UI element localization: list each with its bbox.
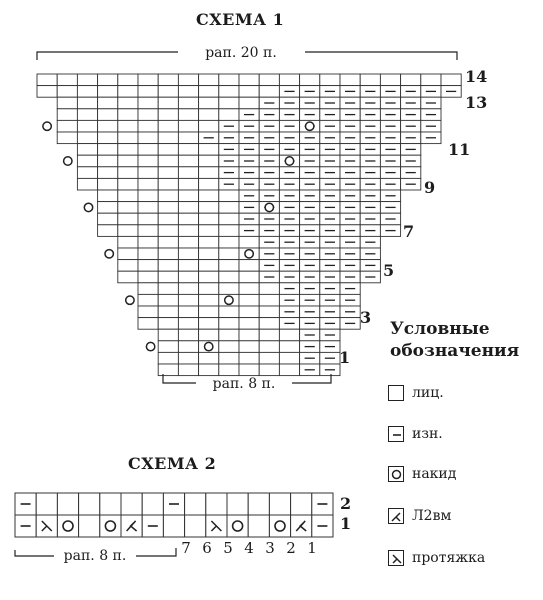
scheme1-cell [98, 190, 118, 202]
scheme1-cell [219, 74, 239, 86]
scheme1-cell [178, 155, 198, 167]
scheme1-cell [158, 167, 178, 179]
scheme1-cell [259, 294, 279, 306]
scheme1-cell [118, 271, 138, 283]
scheme1-cell [219, 202, 239, 214]
scheme1-cell [219, 86, 239, 98]
scheme1-cell [138, 236, 158, 248]
scheme1-cell [199, 74, 219, 86]
scheme1-cell [219, 97, 239, 109]
scheme1-cell [380, 74, 400, 86]
scheme1-cell [199, 178, 219, 190]
scheme1-cell [360, 74, 380, 86]
scheme1-cell [199, 97, 219, 109]
scheme1-cell [138, 248, 158, 260]
scheme2-cell [57, 493, 78, 515]
scheme1-cell [259, 329, 279, 341]
scheme1-cell [239, 97, 259, 109]
yarn-over-mark [265, 203, 273, 211]
scheme2-cell [185, 515, 206, 537]
yarn-over-mark [105, 250, 113, 258]
legend-title [390, 318, 519, 362]
scheme1-cell [77, 144, 97, 156]
yarn-over-mark [306, 122, 314, 130]
scheme1-cell [199, 213, 219, 225]
scheme1-cell [118, 225, 138, 237]
row-label-14: 14 [465, 67, 488, 86]
scheme1-cell [178, 213, 198, 225]
right-slant-icon [388, 550, 404, 566]
row-label-1: 1 [339, 348, 351, 367]
scheme1-cell [199, 352, 219, 364]
scheme1-cell [279, 74, 299, 86]
scheme1-cell [178, 225, 198, 237]
scheme1-cell [118, 120, 138, 132]
scheme2-col-number: 1 [307, 539, 317, 557]
scheme1-cell [158, 97, 178, 109]
scheme1-cell [77, 132, 97, 144]
scheme1-cell [239, 260, 259, 272]
scheme1-cell [199, 86, 219, 98]
scheme1-cell [178, 260, 198, 272]
yarn-over-mark [146, 342, 154, 350]
scheme2-cell [100, 493, 121, 515]
scheme1-cell [77, 86, 97, 98]
scheme1-cell [138, 271, 158, 283]
yarn-over-mark [205, 342, 213, 350]
scheme1-cell [300, 74, 320, 86]
scheme1-cell [178, 306, 198, 318]
scheme2-cell [185, 493, 206, 515]
scheme1-cell [239, 352, 259, 364]
scheme1-cell [199, 225, 219, 237]
scheme1-cell [178, 144, 198, 156]
scheme1-cell [118, 74, 138, 86]
scheme2-cell [248, 493, 269, 515]
scheme1-cell [219, 225, 239, 237]
scheme1-cell [118, 190, 138, 202]
scheme1-cell [138, 190, 158, 202]
scheme1-cell [98, 155, 118, 167]
scheme1-cell [158, 132, 178, 144]
scheme1-cell [199, 144, 219, 156]
scheme1-cell [178, 202, 198, 214]
scheme1-cell [279, 341, 299, 353]
scheme1-cell [279, 364, 299, 376]
scheme1-repeat-bracket-left [37, 52, 178, 60]
scheme1-cell [158, 144, 178, 156]
legend-label-knit: лиц. [412, 385, 444, 401]
scheme1-cell [77, 74, 97, 86]
scheme1-cell [441, 74, 461, 86]
scheme1-cell [158, 178, 178, 190]
scheme1-cell [239, 294, 259, 306]
scheme1-cell [259, 352, 279, 364]
scheme1-cell [98, 86, 118, 98]
yarn-over-mark [285, 157, 293, 165]
scheme1-cell [219, 260, 239, 272]
scheme1-cell [138, 109, 158, 121]
scheme1-cell [199, 318, 219, 330]
scheme1-cell [158, 294, 178, 306]
scheme1-cell [178, 109, 198, 121]
scheme1-cell [158, 352, 178, 364]
scheme1-cell [98, 167, 118, 179]
scheme1-cell [259, 86, 279, 98]
scheme1-cell [77, 97, 97, 109]
scheme1-cell [219, 364, 239, 376]
scheme2-col-number: 2 [286, 539, 296, 557]
scheme1-cell [178, 86, 198, 98]
legend-label-ssk: протяжка [412, 550, 486, 566]
scheme1-cell [37, 74, 57, 86]
scheme1-cell [199, 109, 219, 121]
scheme1-cell [219, 190, 239, 202]
scheme2-repeat-label: рап. 8 п. [63, 548, 127, 564]
legend-label-yarnover: накид [412, 466, 457, 482]
scheme1-cell [279, 329, 299, 341]
scheme1-cell [77, 120, 97, 132]
scheme1-cell [259, 74, 279, 86]
scheme1-cell [259, 283, 279, 295]
scheme1-cell [219, 329, 239, 341]
scheme2-col-number: 5 [223, 539, 233, 557]
scheme1-cell [340, 74, 360, 86]
scheme1-repeat-top-label: рап. 20 п. [205, 45, 277, 61]
scheme1-cell [421, 74, 441, 86]
scheme1-cell [118, 155, 138, 167]
scheme1-cell [158, 329, 178, 341]
scheme2-repeat-bracket-left [15, 550, 54, 556]
scheme1-cell [178, 294, 198, 306]
scheme2-row-label-2: 2 [340, 494, 352, 513]
row-label-7: 7 [403, 222, 415, 241]
scheme1-cell [239, 86, 259, 98]
scheme1-cell [57, 97, 77, 109]
scheme2-col-number: 3 [265, 539, 275, 557]
scheme1-cell [118, 97, 138, 109]
scheme1-cell [199, 202, 219, 214]
scheme1-cell [178, 120, 198, 132]
blank-square-icon [388, 385, 404, 401]
scheme1-cell [118, 167, 138, 179]
scheme1-cell [98, 213, 118, 225]
yarn-over-mark [126, 296, 134, 304]
scheme1-cell [77, 167, 97, 179]
scheme1-cell [158, 283, 178, 295]
scheme1-cell [118, 109, 138, 121]
scheme1-cell [259, 364, 279, 376]
scheme2-cell [269, 493, 290, 515]
scheme1-cell [259, 306, 279, 318]
row-label-11: 11 [448, 140, 471, 159]
scheme2-cell [206, 493, 227, 515]
yarn-over-mark [63, 521, 73, 531]
scheme1-cell [178, 318, 198, 330]
scheme1-cell [199, 167, 219, 179]
scheme1-cell [158, 109, 178, 121]
scheme1-cell [158, 364, 178, 376]
scheme1-cell [138, 155, 158, 167]
scheme1-cell [239, 329, 259, 341]
scheme1-cell [158, 155, 178, 167]
row-label-5: 5 [383, 261, 395, 280]
scheme1-cell [178, 97, 198, 109]
scheme1-cell [239, 74, 259, 86]
scheme1-cell [118, 144, 138, 156]
scheme1-cell [178, 329, 198, 341]
scheme1-cell [98, 178, 118, 190]
scheme2-cell [227, 493, 248, 515]
circle-icon [388, 466, 404, 482]
legend-item-knit [388, 383, 444, 403]
scheme1-cell [37, 86, 57, 98]
legend-item-ssk [388, 548, 485, 568]
scheme1-cell [138, 202, 158, 214]
scheme1-cell [199, 283, 219, 295]
scheme1-cell [158, 120, 178, 132]
scheme1-cell [138, 120, 158, 132]
scheme1-cell [259, 318, 279, 330]
row-label-9: 9 [424, 178, 436, 197]
scheme1-cell [178, 271, 198, 283]
legend-item-purl [388, 424, 443, 444]
scheme1-cell [77, 155, 97, 167]
scheme1-cell [57, 132, 77, 144]
scheme1-cell [219, 236, 239, 248]
scheme1-cell [138, 74, 158, 86]
yarn-over-mark [233, 521, 243, 531]
scheme1-cell [178, 364, 198, 376]
scheme1-cell [118, 86, 138, 98]
left-slant-icon [388, 508, 404, 524]
scheme2-col-number: 4 [244, 539, 254, 557]
scheme1-repeat-bottom-label: рап. 8 п. [212, 376, 276, 392]
scheme1-cell [219, 318, 239, 330]
scheme1-cell [259, 341, 279, 353]
scheme1-cell [178, 167, 198, 179]
scheme1-cell [219, 283, 239, 295]
scheme1-cell [118, 260, 138, 272]
scheme1-cell [178, 236, 198, 248]
scheme1-cell [158, 318, 178, 330]
scheme1-repeat-bracket-right [305, 52, 457, 60]
scheme1-cell [178, 74, 198, 86]
scheme1-cell [178, 132, 198, 144]
row-label-3: 3 [360, 308, 372, 327]
scheme1-cell [98, 144, 118, 156]
scheme1-cell [138, 132, 158, 144]
scheme1-cell [158, 225, 178, 237]
scheme1-cell [57, 86, 77, 98]
scheme2-cell [79, 493, 100, 515]
scheme2-repeat-bracket-right [136, 548, 176, 556]
scheme1-cell [199, 306, 219, 318]
scheme1-cell [98, 202, 118, 214]
scheme1-cell [138, 225, 158, 237]
scheme1-cell [178, 190, 198, 202]
scheme1-cell [118, 213, 138, 225]
yarn-over-mark [43, 122, 51, 130]
legend-item-k2tog [388, 506, 451, 526]
scheme2-cell [142, 493, 163, 515]
yarn-over-mark [64, 157, 72, 165]
scheme1-cell [158, 86, 178, 98]
scheme2-col-number: 7 [181, 539, 191, 557]
scheme1-cell [138, 306, 158, 318]
scheme1-cell [77, 109, 97, 121]
scheme1-cell [199, 260, 219, 272]
yarn-over-mark [275, 521, 285, 531]
scheme1-cell [199, 271, 219, 283]
yarn-over-mark [245, 250, 253, 258]
scheme1-cell [320, 74, 340, 86]
scheme1-cell [219, 248, 239, 260]
scheme1-cell [199, 329, 219, 341]
yarn-over-mark [225, 296, 233, 304]
scheme1-cell [118, 178, 138, 190]
scheme1-cell [178, 352, 198, 364]
scheme2-cell [79, 515, 100, 537]
scheme2-cell [36, 493, 57, 515]
scheme1-cell [239, 341, 259, 353]
scheme1-cell [138, 178, 158, 190]
row-label-13: 13 [465, 93, 488, 112]
scheme1-cell [219, 109, 239, 121]
scheme1-cell [239, 236, 259, 248]
scheme1-cell [158, 260, 178, 272]
scheme1-cell [239, 271, 259, 283]
dash-icon [388, 426, 404, 442]
scheme1-cell [199, 190, 219, 202]
scheme1-cell [118, 132, 138, 144]
scheme1-cell [118, 236, 138, 248]
scheme1-cell [138, 260, 158, 272]
scheme2-col-number: 6 [202, 539, 212, 557]
scheme1-cell [199, 120, 219, 132]
legend-label-purl: изн. [412, 426, 443, 442]
scheme1-cell [138, 213, 158, 225]
scheme1-cell [178, 178, 198, 190]
scheme1-cell [199, 248, 219, 260]
scheme1-cell [158, 213, 178, 225]
scheme1-cell [138, 144, 158, 156]
scheme1-cell [401, 74, 421, 86]
scheme1-cell [219, 352, 239, 364]
scheme1-cell [199, 364, 219, 376]
scheme2-cell [163, 515, 184, 537]
scheme1-cell [279, 352, 299, 364]
yarn-over-mark [105, 521, 115, 531]
scheme1-cell [138, 167, 158, 179]
scheme2-cell [291, 493, 312, 515]
scheme1-cell [98, 132, 118, 144]
scheme1-cell [158, 236, 178, 248]
scheme1-cell [98, 109, 118, 121]
scheme1-cell [239, 364, 259, 376]
scheme1-cell [219, 306, 239, 318]
scheme1-cell [219, 271, 239, 283]
scheme1-cell [118, 248, 138, 260]
scheme1-cell [239, 318, 259, 330]
scheme1-cell [158, 74, 178, 86]
scheme1-cell [57, 74, 77, 86]
yarn-over-mark [84, 203, 92, 211]
scheme1-cell [158, 190, 178, 202]
scheme1-cell [98, 225, 118, 237]
scheme1-cell [158, 341, 178, 353]
scheme1-cell [118, 202, 138, 214]
scheme1-cell [178, 283, 198, 295]
scheme1-cell [199, 155, 219, 167]
scheme2-row-label-1: 1 [340, 514, 352, 533]
scheme1-cell [98, 74, 118, 86]
scheme1-cell [138, 294, 158, 306]
scheme1-cell [98, 97, 118, 109]
scheme1-cell [138, 318, 158, 330]
scheme2-cell [248, 515, 269, 537]
scheme1-cell [98, 120, 118, 132]
scheme1-cell [138, 97, 158, 109]
scheme2-cell [121, 493, 142, 515]
scheme1-cell [219, 341, 239, 353]
legend-label-k2tog: Л2вм [412, 508, 452, 524]
scheme1-cell [138, 283, 158, 295]
scheme1-cell [239, 306, 259, 318]
scheme1-cell [178, 341, 198, 353]
legend-title-line2: обозначения [390, 341, 520, 361]
scheme2-title: СХЕМА 2 [128, 454, 217, 473]
scheme1-cell [219, 213, 239, 225]
scheme1-cell [199, 294, 219, 306]
scheme1-cell [158, 306, 178, 318]
scheme1-cell [57, 109, 77, 121]
legend-item-yarnover [388, 464, 456, 484]
scheme1-cell [239, 283, 259, 295]
scheme1-cell [57, 120, 77, 132]
scheme1-cell [158, 271, 178, 283]
scheme1-cell [158, 202, 178, 214]
scheme1-cell [77, 178, 97, 190]
legend-title-line1: Условные [390, 319, 490, 339]
scheme1-title: СХЕМА 1 [196, 10, 285, 29]
scheme1-cell [199, 236, 219, 248]
scheme1-cell [158, 248, 178, 260]
scheme1-cell [178, 248, 198, 260]
scheme1-cell [138, 86, 158, 98]
